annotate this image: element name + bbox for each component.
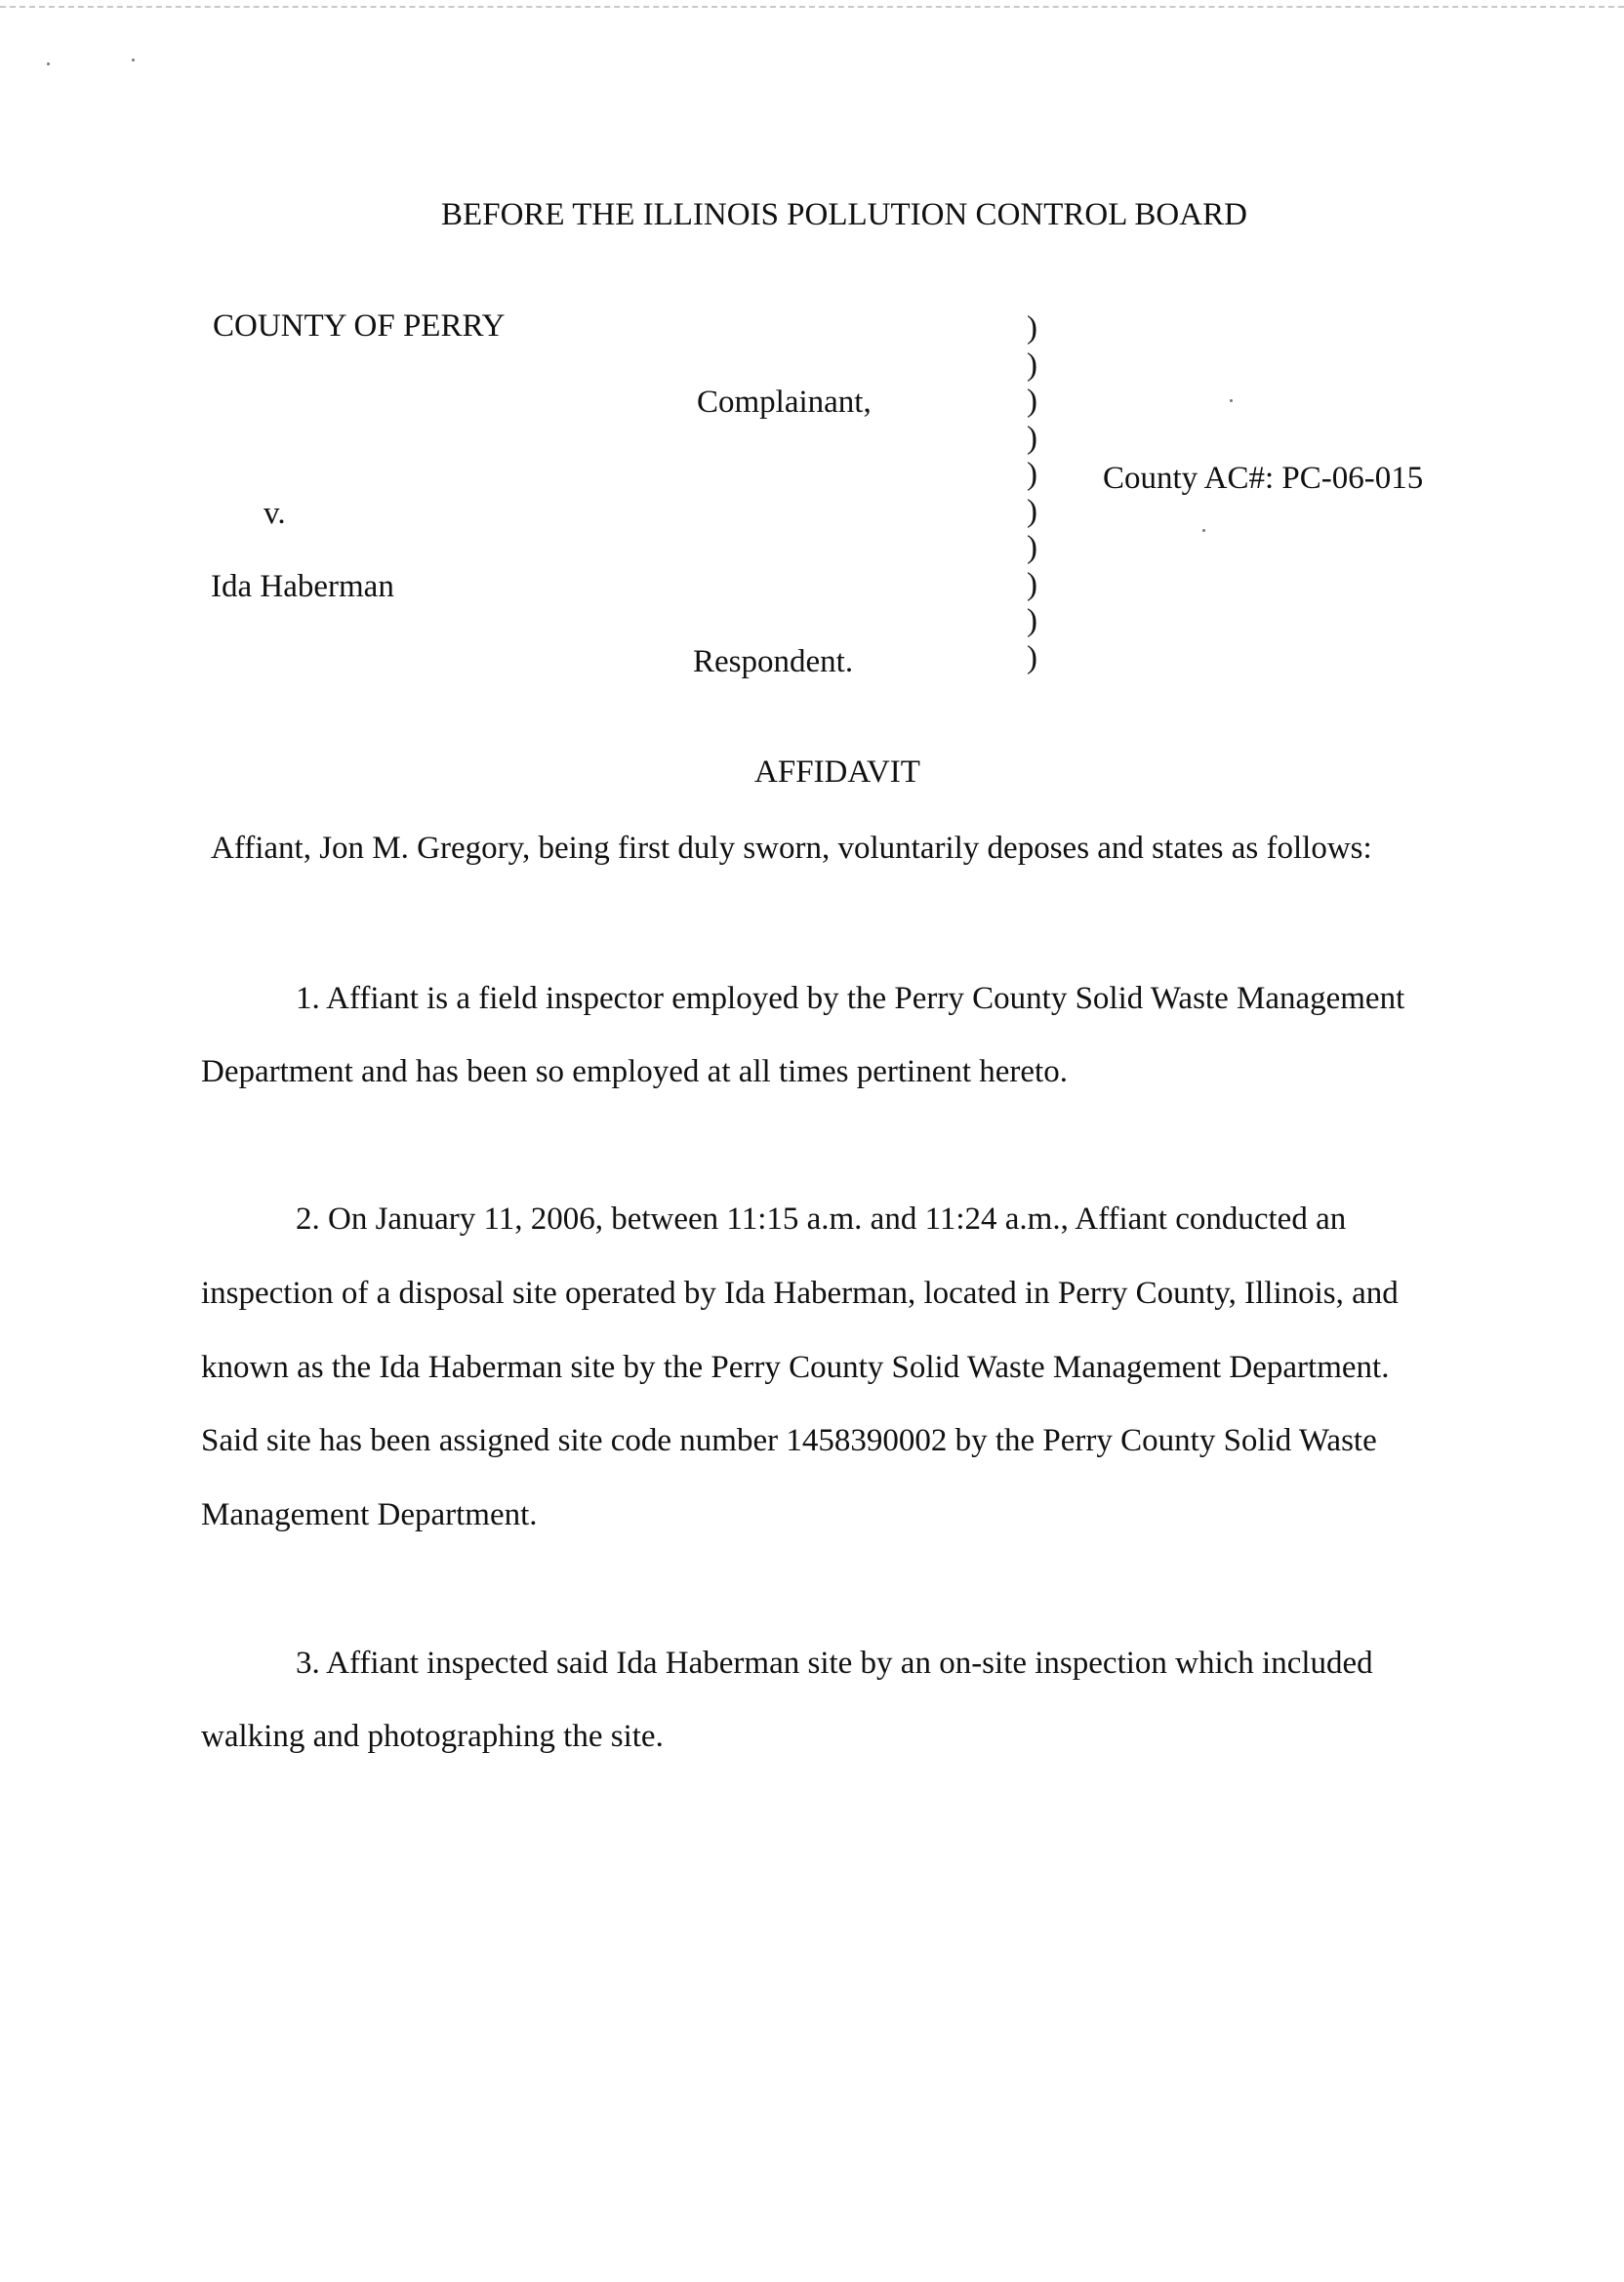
caption-paren: ) <box>1027 639 1037 675</box>
caption-paren-column <box>1027 310 1046 676</box>
caption-paren: ) <box>1027 346 1037 383</box>
caption-paren: ) <box>1027 384 1037 419</box>
caption-paren: ) <box>1027 530 1037 565</box>
intro-statement: Affiant, Jon M. Gregory, being first duly sworn, voluntarily deposes and states as follows: <box>211 831 1372 866</box>
paragraph-1-line-1: 1. Affiant is a field inspector employed by the Perry County Solid Waste Management <box>296 981 1405 1016</box>
paragraph-2-line-2: inspection of a disposal site operated by Ida Haberman, located in Perry County, Illinois, and <box>201 1276 1399 1311</box>
paragraph-1-line-2: Department and has been so employed at all times pertinent hereto. <box>201 1054 1068 1089</box>
board-title: BEFORE THE ILLINOIS POLLUTION CONTROL BOARD <box>441 197 1247 232</box>
case-number: County AC#: PC-06-015 <box>1103 461 1424 496</box>
caption-paren: ) <box>1027 457 1037 492</box>
paragraph-2-line-1: 2. On January 11, 2006, between 11:15 a.m. and 11:24 a.m., Affiant conducted an <box>296 1202 1347 1237</box>
versus-label: v. <box>264 496 286 531</box>
scan-speck <box>1202 529 1205 532</box>
respondent-role: Respondent. <box>693 644 854 679</box>
caption-paren: ) <box>1027 566 1037 602</box>
complainant-role: Complainant, <box>697 385 872 420</box>
paragraph-2-line-5: Management Department. <box>201 1497 538 1532</box>
caption-paren: ) <box>1027 603 1037 638</box>
caption-paren: ) <box>1027 420 1037 456</box>
paragraph-3-line-1: 3. Affiant inspected said Ida Haberman site by an on-site inspection which included <box>296 1646 1373 1681</box>
affidavit-title: AFFIDAVIT <box>754 754 920 790</box>
paragraph-2-line-4: Said site has been assigned site code number 1458390002 by the Perry County Solid Waste <box>201 1423 1377 1458</box>
scan-top-edge <box>0 6 1624 8</box>
caption-paren: ) <box>1027 310 1037 346</box>
scan-speck <box>132 59 135 61</box>
caption-paren: ) <box>1027 493 1037 529</box>
scan-speck <box>47 62 50 65</box>
paragraph-3-line-2: walking and photographing the site. <box>201 1719 664 1754</box>
respondent-name: Ida Haberman <box>211 569 394 604</box>
scan-speck <box>1230 399 1233 402</box>
complainant-name: COUNTY OF PERRY <box>213 308 506 344</box>
paragraph-2-line-3: known as the Ida Haberman site by the Perry County Solid Waste Management Department. <box>201 1350 1390 1385</box>
